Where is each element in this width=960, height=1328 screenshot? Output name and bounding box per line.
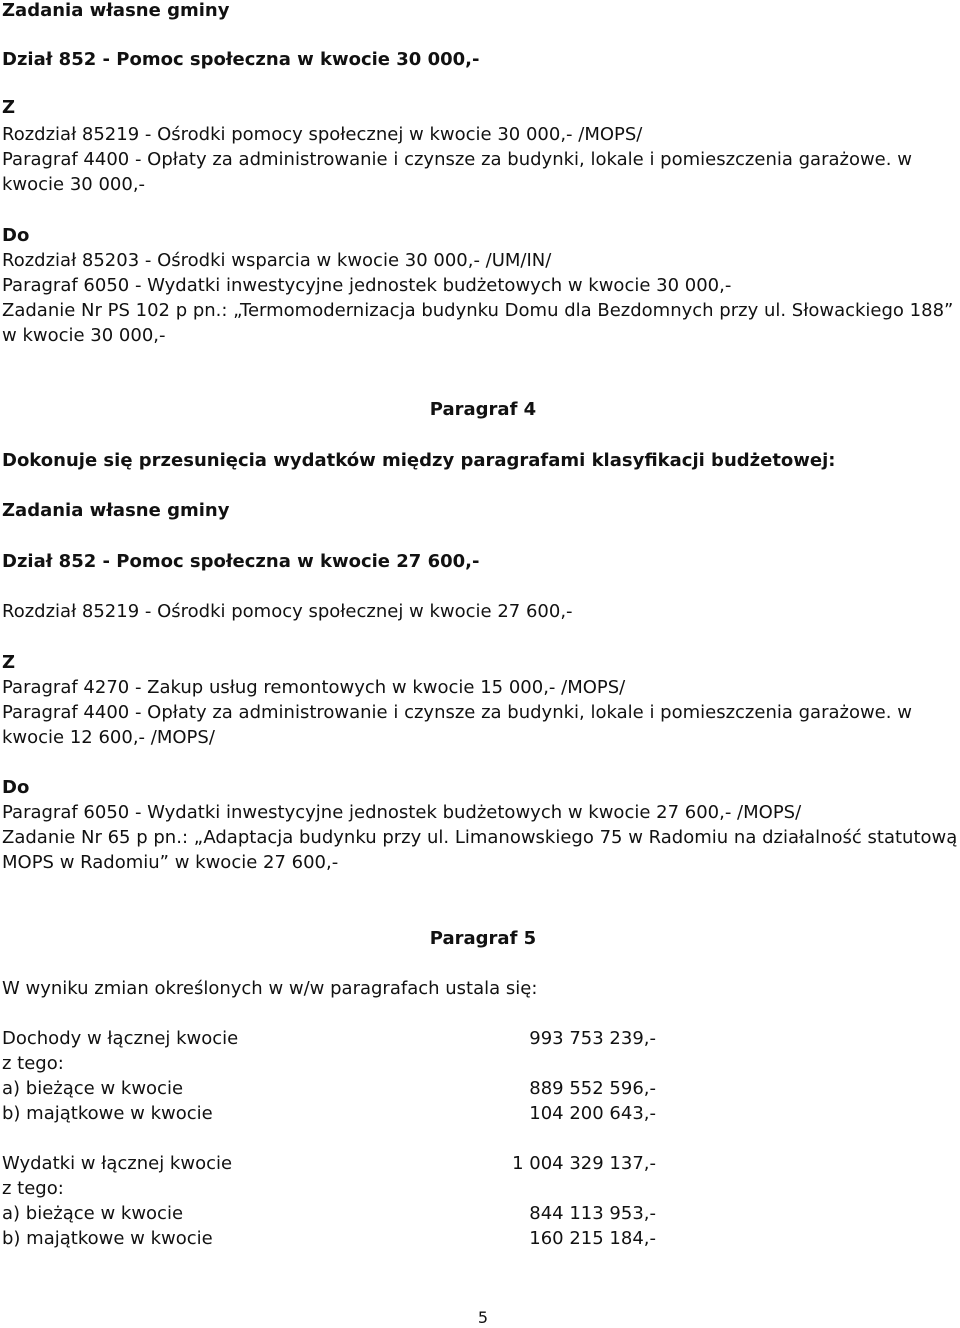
wydatki-label: Wydatki w łącznej kwocie: [2, 1153, 233, 1174]
wydatki-value: 1 004 329 137,-: [512, 1153, 656, 1174]
wydatki-majatkowe-label: b) majątkowe w kwocie: [2, 1228, 213, 1249]
do-line-3: Zadanie Nr PS 102 p pn.: „Termomodernizacja budynku Domu dla Bezdomnych przy ul. Słowackiego 188”: [2, 300, 954, 321]
paragraf-4-do-label: Do: [2, 777, 30, 798]
paragraf-4-intro: Dokonuje się przesunięcia wydatków między paragrafami klasyfikacji budżetowej:: [2, 450, 836, 471]
z-line-3: kwocie 30 000,-: [2, 174, 146, 195]
paragraf-4-title: Paragraf 4: [429, 399, 537, 420]
dochody-majatkowe-label: b) majątkowe w kwocie: [2, 1103, 213, 1124]
section-heading: Zadania własne gminy: [2, 0, 230, 21]
wydatki-z-tego: z tego:: [2, 1178, 64, 1199]
wydatki-biezace-value: 844 113 953,-: [529, 1203, 656, 1224]
paragraf-4-rozdzial: Rozdział 85219 - Ośrodki pomocy społecznej w kwocie 27 600,-: [2, 601, 573, 622]
dochody-z-tego: z tego:: [2, 1053, 64, 1074]
paragraf-4-z-line-1: Paragraf 4270 - Zakup usług remontowych w kwocie 15 000,- /MOPS/: [2, 677, 626, 698]
paragraf-4-z-label: Z: [2, 652, 16, 673]
paragraf-5-intro: W wyniku zmian określonych w w/w paragrafach ustala się:: [2, 978, 538, 999]
paragraf-4-z-line-3: kwocie 12 600,- /MOPS/: [2, 727, 215, 748]
dochody-majatkowe-value: 104 200 643,-: [529, 1103, 656, 1124]
dochody-biezace-label: a) bieżące w kwocie: [2, 1078, 184, 1099]
paragraf-4-z-line-2: Paragraf 4400 - Opłaty za administrowanie i czynsze za budynki, lokale i pomieszczenia garażowe. w: [2, 702, 912, 723]
paragraf-4-do-line-3: MOPS w Radomiu” w kwocie 27 600,-: [2, 852, 339, 873]
dzial-heading: Dział 852 - Pomoc społeczna w kwocie 30 000,-: [2, 49, 480, 70]
wydatki-majatkowe-value: 160 215 184,-: [529, 1228, 656, 1249]
paragraf-4-heading: Zadania własne gminy: [2, 500, 230, 521]
page-number: 5: [477, 1308, 489, 1327]
paragraf-4-dzial: Dział 852 - Pomoc społeczna w kwocie 27 600,-: [2, 551, 480, 572]
do-label: Do: [2, 225, 30, 246]
do-line-2: Paragraf 6050 - Wydatki inwestycyjne jednostek budżetowych w kwocie 30 000,-: [2, 275, 732, 296]
paragraf-5-title: Paragraf 5: [429, 928, 537, 949]
do-line-4: w kwocie 30 000,-: [2, 325, 166, 346]
z-line-1: Rozdział 85219 - Ośrodki pomocy społecznej w kwocie 30 000,- /MOPS/: [2, 124, 643, 145]
dochody-value: 993 753 239,-: [529, 1028, 656, 1049]
z-line-2: Paragraf 4400 - Opłaty za administrowanie i czynsze za budynki, lokale i pomieszczenia garażowe. w: [2, 149, 912, 170]
paragraf-4-do-line-1: Paragraf 6050 - Wydatki inwestycyjne jednostek budżetowych w kwocie 27 600,- /MOPS/: [2, 802, 802, 823]
wydatki-biezace-label: a) bieżące w kwocie: [2, 1203, 184, 1224]
z-label: Z: [2, 97, 16, 118]
dochody-biezace-value: 889 552 596,-: [529, 1078, 656, 1099]
do-line-1: Rozdział 85203 - Ośrodki wsparcia w kwocie 30 000,- /UM/IN/: [2, 250, 552, 271]
dochody-label: Dochody w łącznej kwocie: [2, 1028, 239, 1049]
paragraf-4-do-line-2: Zadanie Nr 65 p pn.: „Adaptacja budynku przy ul. Limanowskiego 75 w Radomiu na działalność statutową: [2, 827, 958, 848]
